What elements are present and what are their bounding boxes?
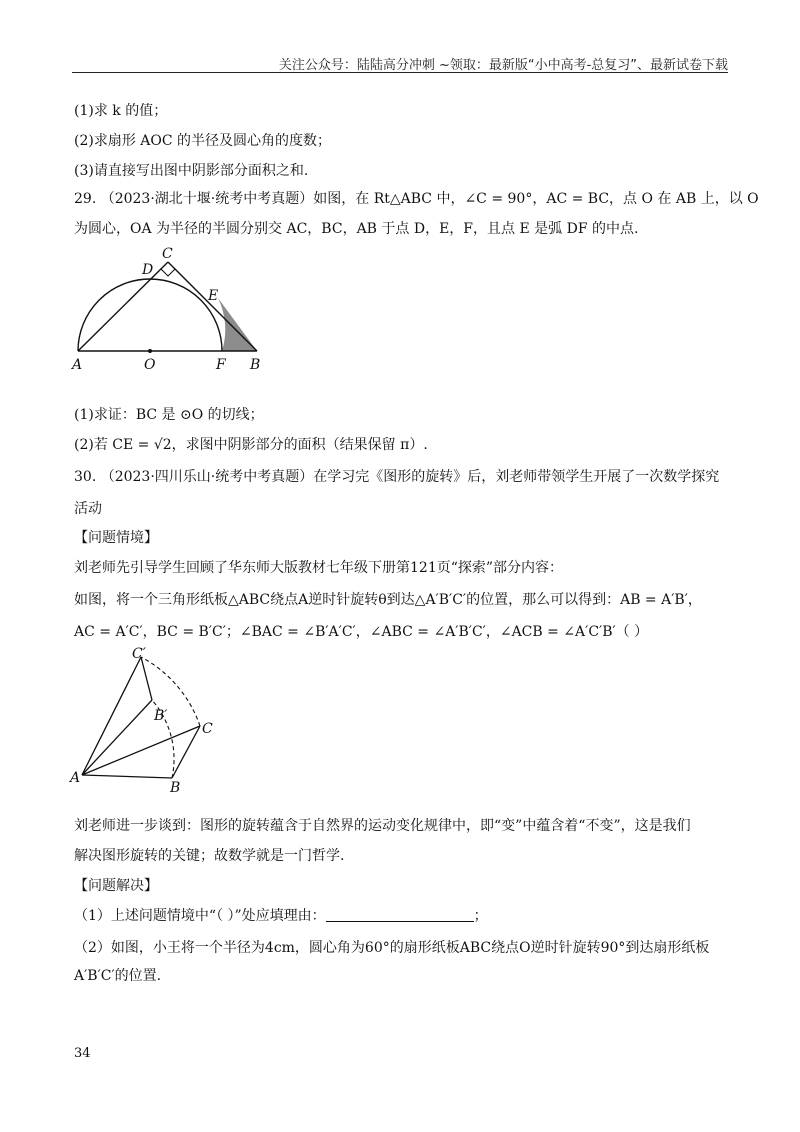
section-problem-solving: 【问题解决】 [74,878,158,894]
page-number: 34 [74,1046,91,1061]
question-29-stem: 29. （2023·湖北十堰·统考中考真题）如图，在 Rt△ABC 中，∠C = 90°，AC = BC，点 O 在 AB 上，以 O [74,191,759,207]
discussion-line-1: 刘老师进一步谈到：图形的旋转蕴含于自然界的运动变化规律中，即“变”中蕴含着“不变”，这是我们 [74,818,691,834]
question-30-stem: 30. （2023·四川乐山·统考中考真题）在学习完《图形的旋转》后，刘老师带领学生开展了一次数学探究 [74,469,720,485]
label-e: E [208,288,219,304]
question-28-part-3: (3)请直接写出图中阴影部分面积之和. [74,163,309,179]
solving-part-2: （2）如图，小王将一个半径为4cm，圆心角为60°的扇形纸板ABC绕点O逆时针旋转90°到达扇形纸板 [74,940,710,956]
question-29-part-2: (2)若 CE = √2，求图中阴影部分的面积（结果保留 π）. [74,437,428,453]
answer-blank[interactable] [326,907,474,922]
solving-part-1 [74,906,488,926]
label-a: A [70,770,81,786]
label-o: O [144,357,156,373]
context-line-3: AC = A′C′，BC = B′C′；∠BAC = ∠B′A′C′，∠ABC = ∠A′B′C′，∠ACB = ∠A′C′B′（ ） [74,624,649,640]
context-line-2: 如图，将一个三角形纸板△ABC绕点A逆时针旋转θ到达△A′B′C′的位置，那么可以得到：AB = A′B′， [74,592,702,608]
question-28-part-2: (2)求扇形 AOC 的半径及圆心角的度数； [74,133,332,149]
header-rule [72,72,728,73]
solving-part-1-text: （1）上述问题情境中“（ ）”处应填理由： [74,908,326,924]
question-28-part-1: (1)求 k 的值； [74,103,168,119]
page-header: 关注公众号：陆陆高分冲刺 ~领取：最新版“小中高考-总复习”、最新试卷下载 [278,58,728,73]
section-problem-context: 【问题情境】 [74,530,158,546]
center-point-o [148,349,152,353]
label-b: B [250,357,261,373]
segment-b1c1 [141,657,152,700]
context-line-1: 刘老师先引导学生回顾了华东师大版教材七年级下册第121页“探索”部分内容： [74,560,564,576]
segment-ab1 [82,700,152,775]
label-b: B [170,780,181,792]
segment-bc [172,726,200,778]
segment-ac1 [82,657,141,775]
label-d: D [142,262,154,278]
shaded-region [218,298,257,351]
label-c: C [162,246,173,262]
figure-semicircle-triangle [60,240,280,375]
label-f: F [216,357,226,373]
segment-cb [168,262,257,351]
segment-ac [82,726,200,775]
figure-triangle-rotation [60,642,230,792]
discussion-line-2: 解决图形旋转的关键；故数学就是一门哲学. [74,848,345,864]
solving-part-1-end: ； [473,908,488,924]
label-c: C [202,721,213,737]
label-a: A [72,357,83,373]
semicircle-arc [78,279,222,351]
segment-ac [78,262,168,351]
label-c-prime: C′ [132,646,146,662]
question-29-stem-cont: 为圆心，OA 为半径的半圆分别交 AC，BC，AB 于点 D，E，F，且点 E 是弧 DF 的中点. [74,221,639,237]
question-29-part-1: (1)求证：BC 是 ⊙O 的切线； [74,407,264,423]
question-30-stem-cont: 活动 [74,501,102,517]
segment-ab [82,775,172,778]
right-angle-mark [161,269,175,276]
solving-part-2-cont: A′B′C′的位置. [74,968,162,984]
label-b-prime: B′ [154,708,168,724]
